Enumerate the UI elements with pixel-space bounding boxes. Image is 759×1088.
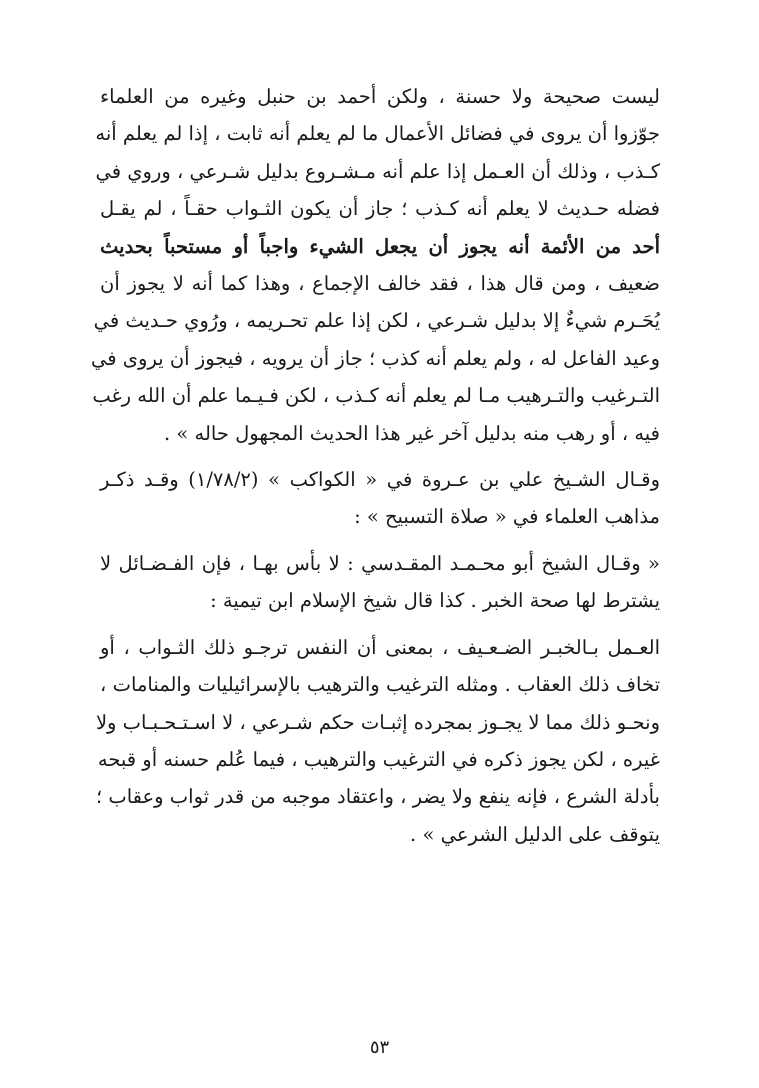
text-line: العـمل بـالخبـر الضـعـيف ، بمعنى أن النفس ترجـو ذلك الثـواب ، أو	[100, 635, 660, 659]
text-line: ضعيف ، ومن قال هذا ، فقد خالف الإجماع ، وهذا كما أنه لا يجوز أن	[100, 272, 660, 296]
text-line: مذاهب العلماء في « صلاة التسبيح » :	[354, 505, 660, 529]
text-line: غيره ، لكن يجوز ذكره في الترغيب والترهيب ، فيما عُلم حسنه أو قبحه	[97, 747, 660, 771]
text-line: جوّزوا أن يروى في فضائل الأعمال ما لم يعلم أنه ثابت ، إذا لم يعلم أنه	[95, 122, 660, 146]
text-line: كـذب ، وذلك أن العـمل إذا علم أنه مـشـروع بدليل شـرعي ، وروي في	[95, 159, 660, 183]
text-line: بأدلة الشرع ، فإنه ينفع ولا يضر ، واعتقاد موجبه من قدر ثواب وعقاب ؛	[95, 785, 660, 809]
paragraph-ibn-taymiyyah-quote	[91, 78, 661, 452]
paragraph-abu-muhammad-quote	[100, 545, 660, 620]
text-line: يُحَـرم شيءٌ إلا بدليل شـرعي ، لكن إذا علم تحـريمه ، ورُوي حـديث في	[93, 309, 660, 333]
text-line: ليست صحيحة ولا حسنة ، ولكن أحمد بن حنبل وغيره من العلماء	[100, 85, 660, 108]
text-line: يشترط لها صحة الخبر . كذا قال شيخ الإسلام ابن تيمية :	[210, 589, 660, 613]
page-body	[91, 78, 661, 853]
text-line: « وقـال الشيخ أبو محـمـد المقـدسي : لا بأس بهـا ، فإن الفـضـائل لا	[100, 551, 660, 575]
paragraph-ali-ibn-urwa	[100, 461, 660, 536]
paragraph-weak-hadith	[95, 629, 660, 853]
text-line: تخاف ذلك العقاب . ومثله الترغيب والترهيب بالإسرائيليات والمنامات ،	[100, 673, 660, 697]
text-line-bold: أحد من الأئمة أنه يجوز أن يجعل الشيء واجباً أو مستحباً بحديث	[100, 234, 660, 258]
text-line: فضله حـديث لا يعلم أنه كـذب ؛ جاز أن يكون الثـواب حقـاً ، لم يقـل	[100, 197, 661, 221]
text-line: التـرغيب والتـرهيب مـا لم يعلم أنه كـذب ، لكن فـيـما علم أن الله رغب	[92, 384, 660, 408]
text-line: وعيد الفاعل له ، ولم يعلم أنه كذب ؛ جاز أن يرويه ، فيجوز أن يروى في	[91, 346, 660, 370]
text-line: وقـال الشـيخ علي بن عـروة في « الكواكب » (١/٧٨/٢) وقـد ذكـر	[100, 468, 660, 492]
text-line: ونحـو ذلك مما لا يجـوز بمجرده إثبـات حكم شـرعي ، لا اسـتـحـبـاب ولا	[95, 710, 660, 734]
text-line: فيه ، أو رهب منه بدليل آخر غير هذا الحديث المجهول حاله » .	[164, 421, 660, 445]
text-line: يتوقف على الدليل الشرعي » .	[410, 822, 660, 846]
page-number: ٥٣	[369, 1037, 390, 1058]
